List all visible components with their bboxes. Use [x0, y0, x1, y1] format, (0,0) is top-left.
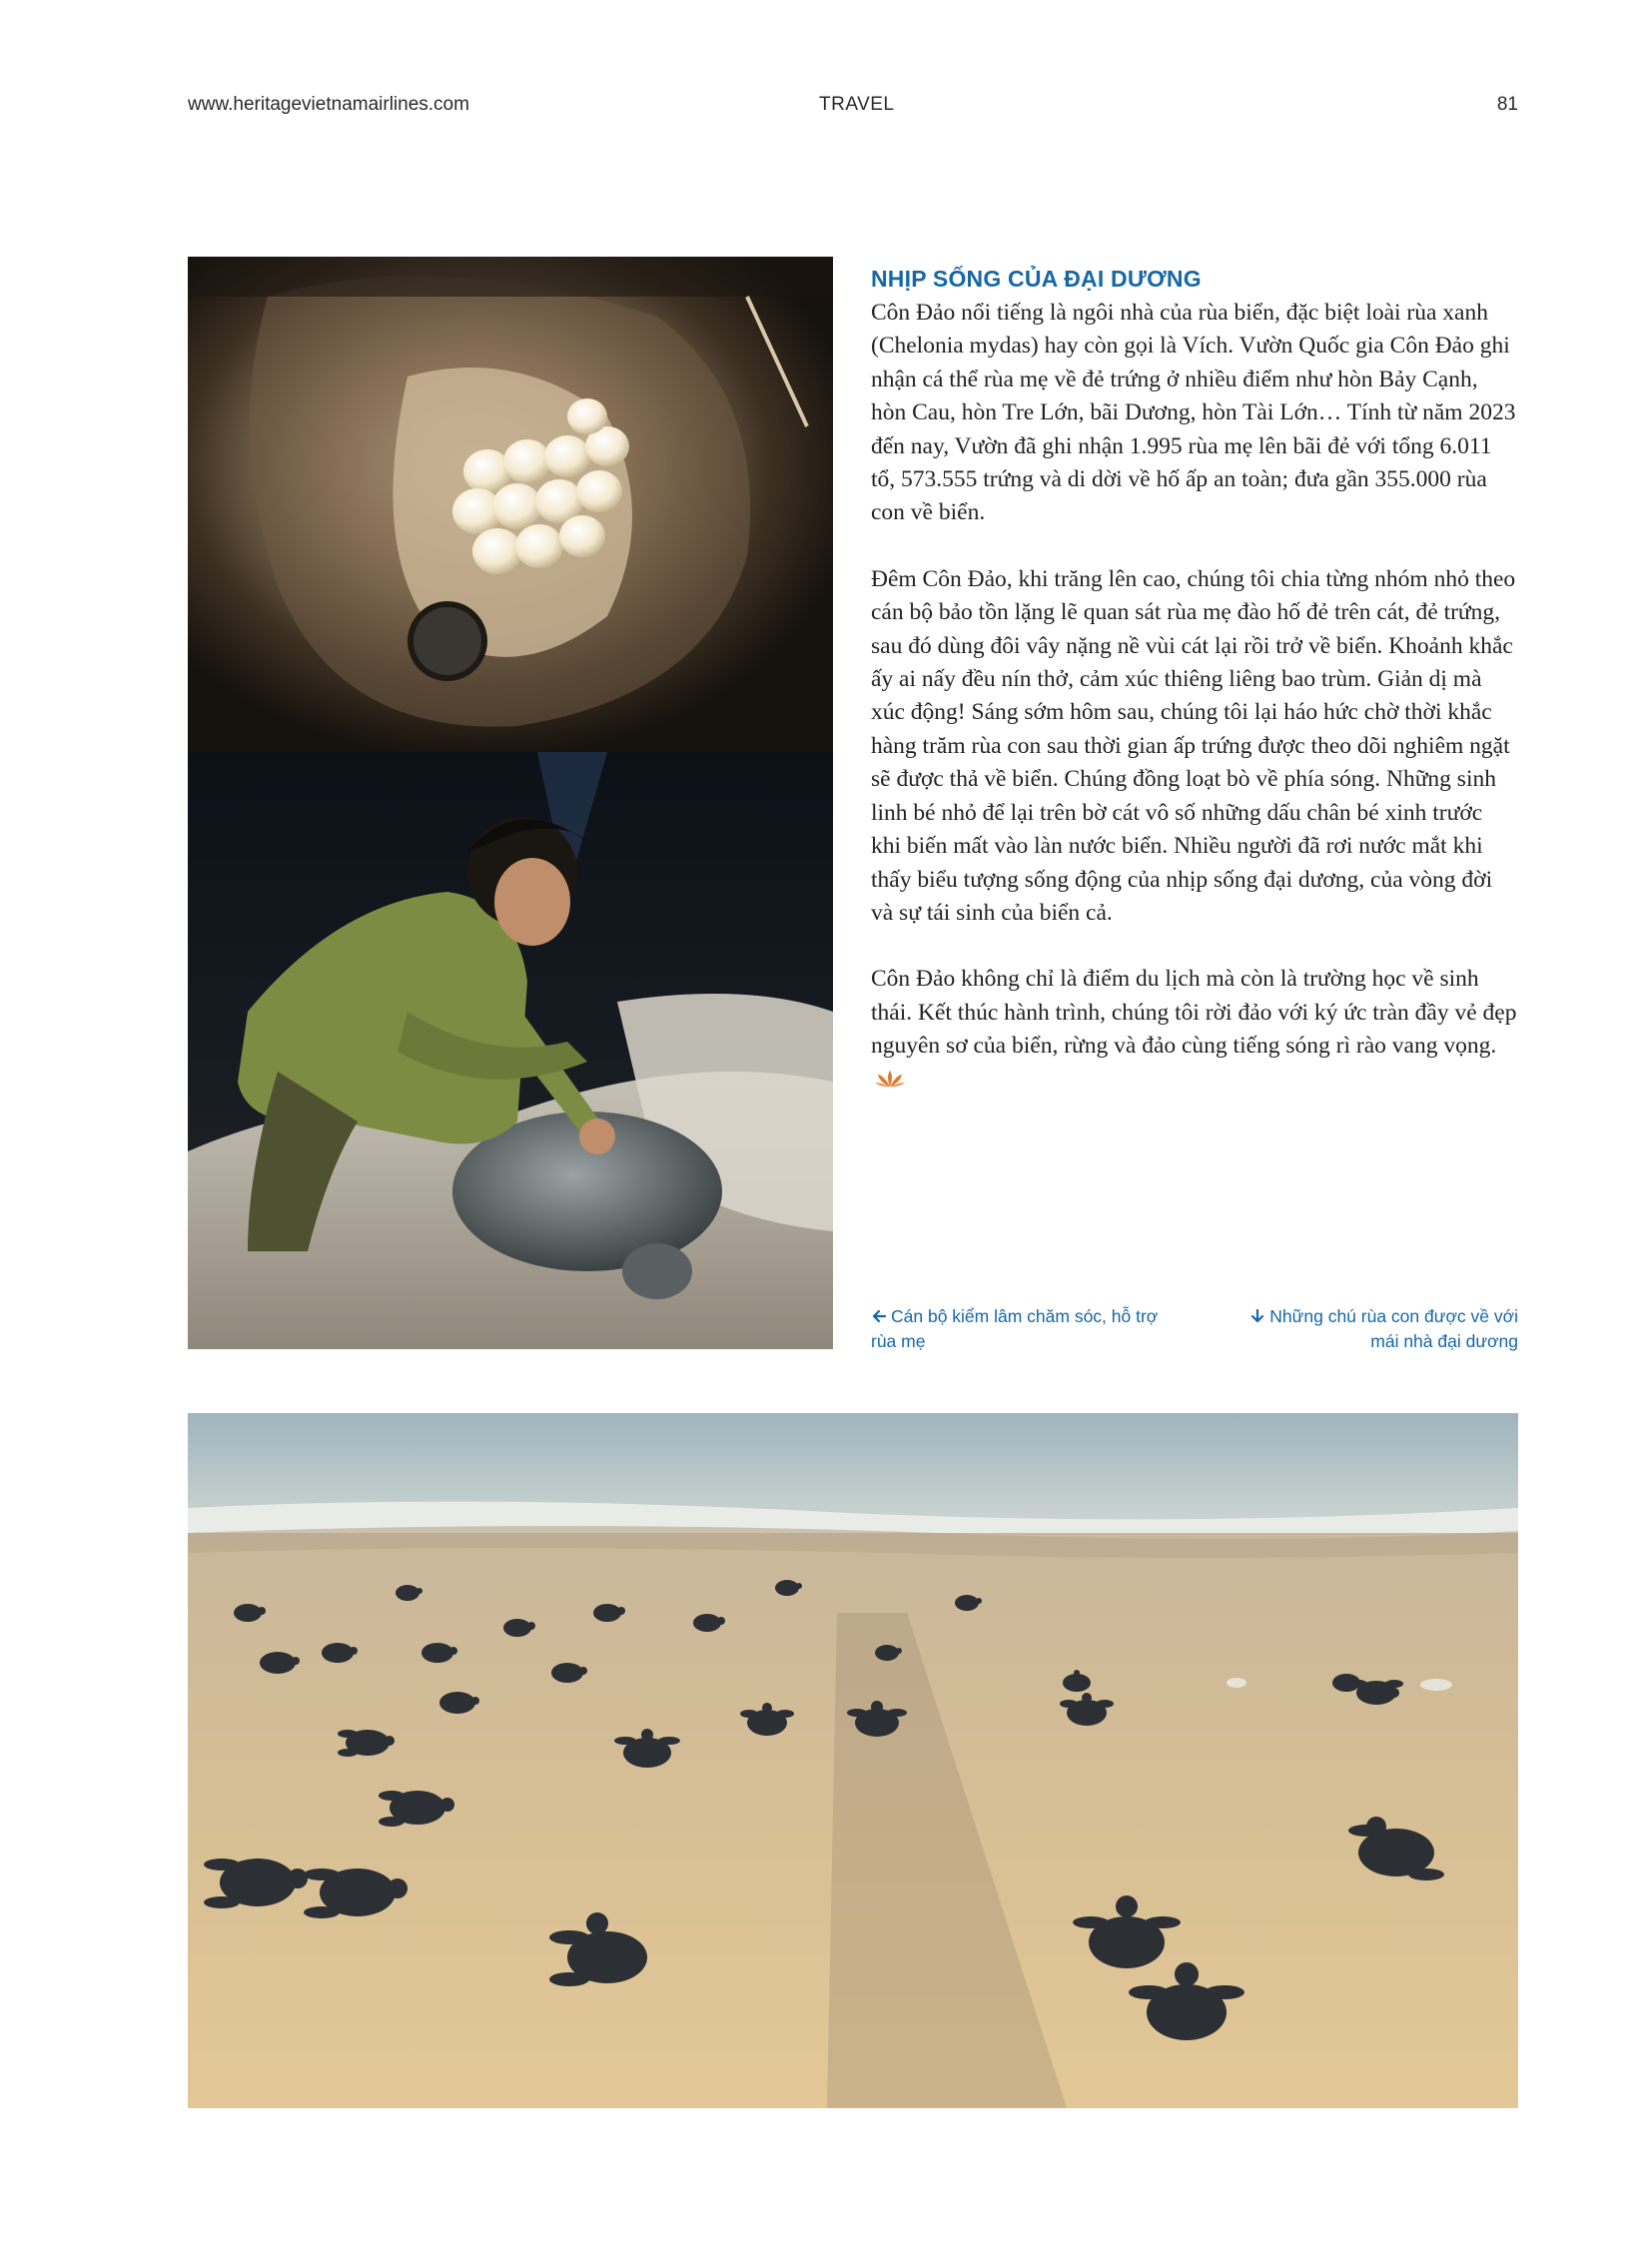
caption-right-text: Những chú rùa con được về với mái nhà đại dương — [1269, 1306, 1518, 1351]
turtle-eggs-photo — [188, 257, 833, 752]
page-header — [188, 94, 1518, 124]
article-paragraph-2: Đêm Côn Đảo, khi trăng lên cao, chúng tôi chia từng nhóm nhỏ theo cán bộ bảo tồn lặng lẽ quan sát rùa mẹ đào hố đẻ trên cát, đẻ trứng, sau đó dùng đôi vây nặng nề vùi cát lại rồi trở về biển. Khoảnh khắc ấy ai nấy đều nín thở, cảm xúc thiêng liêng bao trùm. Giản dị mà xúc động! Sáng sớm hôm sau, chúng tôi lại háo hức chờ thời khắc hàng trăm rùa con sau thời gian ấp trứng được theo dõi nghiêm ngặt sẽ được thả về biển. Chúng đồng loạt bò về phía sóng. Những sinh linh bé nhỏ để lại trên bờ cát vô số những dấu chân bé xinh trước khi biến mất vào làn nước biển. Nhiều người đã rơi nước mắt khi thấy biểu tượng sống động của nhịp sống đại dương, của vòng đời và sự tái sinh của biển cả. — [871, 565, 1516, 926]
ranger-with-turtle-photo — [188, 752, 833, 1349]
article-paragraph-1: Côn Đảo nổi tiếng là ngôi nhà của rùa biển, đặc biệt loài rùa xanh (Chelonia mydas) hay còn gọi là Vích. Vườn Quốc gia Côn Đảo ghi nhận cá thể rùa mẹ về đẻ trứng ở nhiều điểm như hòn Bảy Cạnh, hòn Cau, hòn Tre Lớn, bãi Dương, hòn Tài Lớn… Tính từ năm 2023 đến nay, Vườn đã ghi nhận 1.995 rùa mẹ lên bãi đẻ với tổng 6.011 tổ, 573.555 trứng và di dời về hố ấp an toàn; đưa gần 355.000 rùa con về biển. — [871, 300, 1516, 526]
website-url[interactable]: www.heritagevietnamairlines.com — [188, 94, 469, 115]
arrow-down-icon — [1249, 1308, 1265, 1324]
lotus-icon — [875, 1069, 905, 1089]
article-paragraph-3 — [871, 963, 1518, 1097]
caption-left-text: Cán bộ kiểm lâm chăm sóc, hỗ trợ rùa mẹ — [871, 1306, 1159, 1351]
section-label: TRAVEL — [819, 94, 895, 115]
caption-right — [1219, 1304, 1518, 1354]
arrow-left-icon — [871, 1308, 887, 1324]
page-number: 81 — [1496, 94, 1518, 115]
article-paragraph-3-text: Côn Đảo không chỉ là điểm du lịch mà còn là trường học về sinh thái. Kết thúc hành trình, chúng tôi rời đảo với ký ức tràn đầy vẻ đẹp nguyên sơ của biển, rừng và đảo cùng tiếng sóng rì rào vang vọng. — [871, 966, 1517, 1060]
article-heading: NHỊP SỐNG CỦA ĐẠI DƯƠNG — [871, 266, 1202, 292]
hatchlings-beach-photo — [188, 1413, 1518, 2108]
article-body — [871, 266, 1518, 1129]
caption-left — [871, 1304, 1171, 1354]
